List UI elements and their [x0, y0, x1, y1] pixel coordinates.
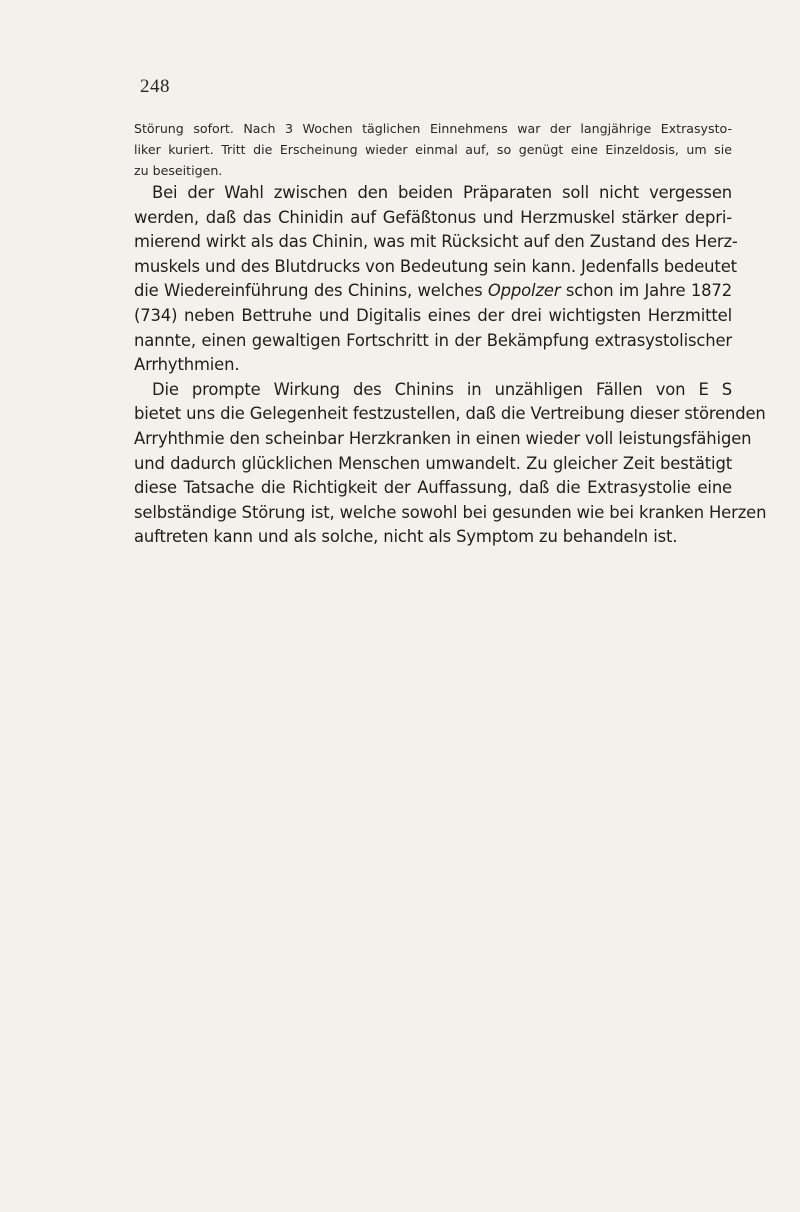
paragraph-small [134, 118, 732, 181]
text-line: Arryhthmie den scheinbar Herzkranken in einen wieder voll leistungsfähigen [134, 428, 752, 448]
text-line: zu beseitigen. [134, 163, 223, 178]
text-line: selbständige Störung ist, welche sowohl bei gesunden wie bei kranken Herzen [134, 502, 767, 522]
text-line: diese Tatsache die Richtigkeit der Auffassung, daß die Extrasystolie eine [134, 478, 732, 498]
paragraph-wirkung [134, 378, 767, 550]
text-line: (734) neben Bettruhe und Digitalis eines der drei wichtigsten Herzmittel [134, 305, 732, 325]
text-line: Arrhythmien. [134, 355, 240, 375]
text-segment: schon im Jahre 1872 [565, 281, 732, 301]
text-line: bietet uns die Gelegenheit festzustellen, daß die Vertreibung dieser störenden [134, 404, 766, 424]
text-line: werden, daß das Chinidin auf Gefäßtonus und Herzmuskel stärker depri- [134, 207, 732, 227]
text-line: muskels und des Blutdrucks von Bedeutung sein kann. Jedenfalls bedeutet [134, 256, 737, 276]
author-name-italic: Oppolzer [487, 281, 561, 301]
text-line: nannte, einen gewaltigen Fortschritt in der Bekämpfung extrasystolischer [134, 330, 732, 350]
text-line-with-italic [134, 279, 732, 304]
text-line: und dadurch glücklichen Menschen umwandelt. Zu gleicher Zeit bestätigt [134, 453, 732, 473]
text-line: Die prompte Wirkung des Chinins in unzähligen Fällen von E S [152, 379, 732, 399]
body-text [134, 118, 767, 550]
page-number: 248 [140, 76, 170, 97]
text-line: liker kuriert. Tritt die Erscheinung wieder einmal auf, so genügt eine Einzeldosis, um sie [134, 142, 732, 157]
text-line: Bei der Wahl zwischen den beiden Präparaten soll nicht vergessen [152, 183, 732, 202]
paragraph-praeparate [134, 181, 738, 378]
text-segment: die Wiedereinführung des Chinins, welches [134, 281, 483, 301]
text-line: Störung sofort. Nach 3 Wochen täglichen Einnehmens war der langjährige Extrasysto- [134, 121, 732, 136]
text-line: mierend wirkt als das Chinin, was mit Rücksicht auf den Zustand des Herz- [134, 232, 738, 252]
text-line: auftreten kann und als solche, nicht als Symptom zu behandeln ist. [134, 527, 678, 547]
